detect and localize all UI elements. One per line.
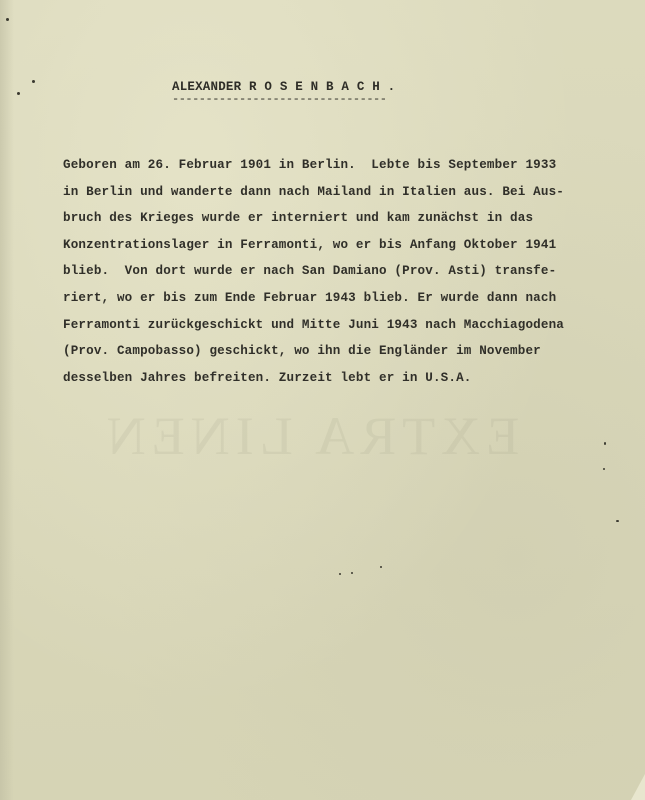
title-underline: -------------------------------- [172,92,387,106]
text-line: blieb. Von dort wurde er nach San Damiano (Prov. Asti) transfe- [63,264,557,279]
text-line: in Berlin und wanderte dann nach Mailand in Italien aus. Bei Aus- [63,184,564,199]
paper-speck [603,468,605,470]
text-line: bruch des Krieges wurde er interniert und kam zunächst in das [63,211,534,226]
paper-speck [351,572,353,574]
paper-speck [616,520,619,522]
title-block [172,80,442,106]
document-title: ALEXANDER R O S E N B A C H . [172,80,396,94]
paper-watermark: EXTRA LINEN [100,406,520,466]
text-line: Konzentrationslager in Ferramonti, wo er bis Anfang Oktober 1941 [63,237,557,252]
text-line: Geboren am 26. Februar 1901 in Berlin. Lebte bis September 1933 [63,158,557,172]
text-line: Ferramonti zurückgeschickt und Mitte Juni 1943 nach Macchiagodena [63,317,564,332]
text-line: riert, wo er bis zum Ende Februar 1943 blieb. Er wurde dann nach [63,290,557,305]
paper-speck [380,566,382,568]
paper-speck [32,80,35,83]
paper-corner-fold [631,774,645,800]
paper-speck [6,18,9,21]
paper-speck [604,442,606,445]
text-line: (Prov. Campobasso) geschickt, wo ihn die Engländer im November [63,344,541,359]
text-line: desselben Jahres befreiten. Zurzeit lebt er in U.S.A. [63,370,472,385]
biography-paragraph [63,152,623,391]
paper-speck [339,573,341,575]
paper-edge-shadow [0,0,14,800]
paper-speck [17,92,20,95]
